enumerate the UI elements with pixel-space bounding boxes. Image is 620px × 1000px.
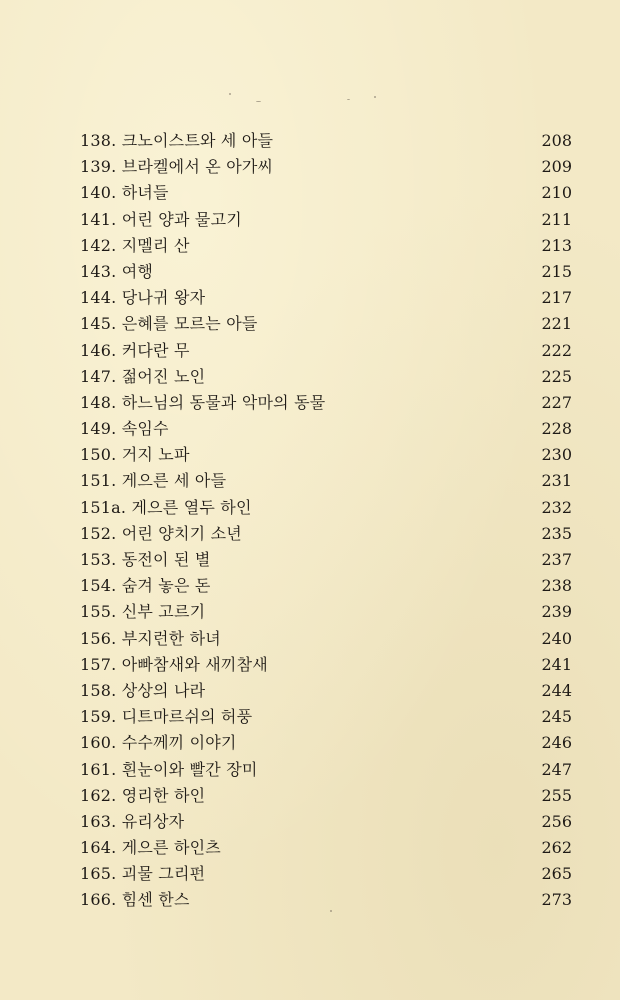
toc-entry-title: 158. 상상의 나라: [80, 680, 206, 700]
toc-entry-page-number: 239: [541, 602, 572, 622]
table-of-contents: [80, 128, 572, 914]
toc-entry-title: 151. 게으른 세 아들: [80, 471, 227, 491]
toc-entry-page-number: 227: [541, 392, 572, 412]
toc-entry: [80, 311, 572, 337]
toc-entry-title: 157. 아빠참새와 새끼참새: [80, 654, 268, 674]
toc-entry-title: 144. 당나귀 왕자: [80, 288, 206, 308]
toc-entry-page-number: 246: [541, 733, 572, 753]
toc-entry-page-number: 245: [541, 707, 572, 727]
toc-entry-title: 154. 숨겨 놓은 돈: [80, 576, 211, 596]
toc-entry-title: 159. 디트마르쉬의 허풍: [80, 707, 253, 727]
toc-entry-page-number: 262: [541, 838, 572, 858]
toc-entry-page-number: 232: [541, 497, 572, 517]
toc-entry: [80, 573, 572, 599]
toc-entry: [80, 757, 572, 783]
toc-entry-title: 150. 거지 노파: [80, 445, 190, 465]
toc-entry: [80, 390, 572, 416]
toc-entry-title: 145. 은혜를 모르는 아들: [80, 314, 258, 334]
toc-entry-title: 162. 영리한 하인: [80, 785, 206, 805]
toc-entry-title: 164. 게으른 하인츠: [80, 838, 221, 858]
toc-entry-page-number: 247: [541, 759, 572, 779]
toc-entry-page-number: 225: [541, 366, 572, 386]
toc-entry: [80, 861, 572, 887]
toc-entry-page-number: 208: [541, 131, 572, 150]
toc-entry-title: 141. 어린 양과 물고기: [80, 209, 242, 229]
toc-entry-page-number: 209: [541, 157, 572, 177]
toc-entry: [80, 599, 572, 625]
toc-entry-title: 143. 여행: [80, 261, 154, 281]
toc-entry-page-number: 235: [541, 523, 572, 543]
toc-entry: [80, 128, 572, 154]
toc-entry-page-number: 221: [541, 314, 572, 334]
toc-entry-title: 165. 괴물 그리펀: [80, 864, 206, 884]
toc-entry-page-number: 241: [541, 654, 572, 674]
toc-entry-title: 160. 수수께끼 이야기: [80, 733, 237, 753]
toc-entry-page-number: 255: [541, 785, 572, 805]
toc-entry: [80, 364, 572, 390]
toc-entry: [80, 442, 572, 468]
toc-entry-page-number: 244: [541, 680, 572, 700]
toc-entry-title: 153. 동전이 된 별: [80, 550, 211, 569]
toc-entry: [80, 809, 572, 835]
toc-entry-title: 140. 하녀들: [80, 183, 169, 203]
toc-entry: [80, 652, 572, 678]
toc-entry-title: 147. 젊어진 노인: [80, 366, 206, 386]
toc-entry: [80, 154, 572, 180]
toc-entry: [80, 338, 572, 364]
toc-entry: [80, 468, 572, 494]
toc-entry: [80, 626, 572, 652]
toc-entry: [80, 180, 572, 206]
toc-entry-page-number: 215: [541, 261, 572, 281]
toc-entry-page-number: 230: [541, 445, 572, 465]
paper-speck: [256, 101, 261, 102]
toc-entry-title: 163. 유리상자: [80, 811, 185, 831]
toc-entry: [80, 495, 572, 521]
toc-entry-title: 166. 힘센 한스: [80, 890, 190, 910]
toc-entry-page-number: 256: [541, 811, 572, 831]
toc-entry: [80, 207, 572, 233]
toc-entry: [80, 704, 572, 730]
toc-entry-page-number: 265: [541, 864, 572, 884]
toc-entry-page-number: 273: [541, 890, 572, 910]
toc-entry: [80, 521, 572, 547]
toc-entry-title: 142. 지멜리 산: [80, 235, 190, 255]
toc-entry-page-number: 238: [541, 576, 572, 596]
toc-entry-title: 146. 커다란 무: [80, 340, 190, 360]
toc-entry-title: 138. 크노이스트와 세 아들: [80, 131, 274, 150]
toc-entry: [80, 416, 572, 442]
toc-entry-title: 139. 브라켈에서 온 아가씨: [80, 157, 274, 177]
toc-entry-title: 152. 어린 양치기 소년: [80, 523, 242, 543]
paper-speck: [374, 96, 376, 98]
toc-entry-page-number: 217: [541, 288, 572, 308]
toc-entry-title: 151a. 게으른 열두 하인: [80, 497, 252, 517]
toc-entry-page-number: 228: [541, 419, 572, 439]
toc-entry-page-number: 211: [541, 209, 572, 229]
toc-entry: [80, 678, 572, 704]
toc-entry: [80, 887, 572, 913]
toc-entry-title: 156. 부지런한 하녀: [80, 628, 221, 648]
toc-entry: [80, 259, 572, 285]
toc-entry-title: 148. 하느님의 동물과 악마의 동물: [80, 392, 326, 412]
toc-entry: [80, 233, 572, 259]
toc-entry: [80, 783, 572, 809]
toc-entry-page-number: 210: [541, 183, 572, 203]
toc-entry-title: 149. 속임수: [80, 419, 169, 439]
toc-entry: [80, 285, 572, 311]
toc-entry-page-number: 237: [541, 550, 572, 569]
toc-entry-page-number: 231: [541, 471, 572, 491]
paper-speck: [229, 93, 231, 95]
paper-speck: [347, 99, 350, 100]
toc-entry: [80, 835, 572, 861]
toc-entry-page-number: 213: [541, 235, 572, 255]
toc-entry-page-number: 222: [541, 340, 572, 360]
toc-entry: [80, 547, 572, 573]
toc-entry: [80, 730, 572, 756]
toc-entry-title: 155. 신부 고르기: [80, 602, 206, 622]
toc-entry-title: 161. 흰눈이와 빨간 장미: [80, 759, 258, 779]
toc-entry-page-number: 240: [541, 628, 572, 648]
